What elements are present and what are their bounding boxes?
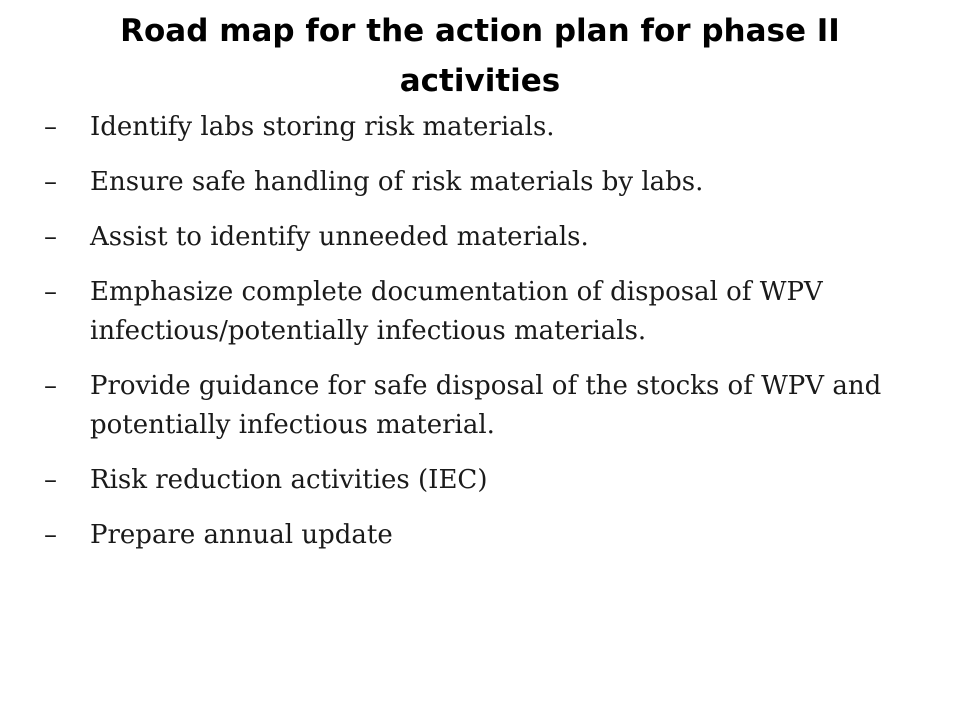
bullet-dash: – [44,112,57,142]
bullet-text: Assist to identify unneeded materials. [90,222,589,252]
bullet-item [44,108,914,147]
bullet-dash: – [44,167,57,197]
bullet-item [44,367,914,445]
bullet-text: Identify labs storing risk materials. [90,112,555,142]
bullet-item [44,461,914,500]
bullet-text: Prepare annual update [90,520,393,550]
bullet-item [44,218,914,257]
bullet-text: Ensure safe handling of risk materials by labs. [90,167,704,197]
bullet-list [44,108,914,571]
bullet-dash: – [44,520,57,550]
bullet-text: Emphasize complete documentation of disposal of WPV infectious/potentially infectious materials. [90,277,823,346]
bullet-dash: – [44,465,57,495]
bullet-item [44,163,914,202]
bullet-item [44,516,914,555]
bullet-text: Provide guidance for safe disposal of the stocks of WPV and potentially infectious material. [90,371,882,440]
slide-title: Road map for the action plan for phase II activities [120,13,840,99]
bullet-item [44,273,914,351]
bullet-dash: – [44,371,57,401]
bullet-dash: – [44,222,57,252]
bullet-dash: – [44,277,57,307]
bullet-text: Risk reduction activities (IEC) [90,465,488,495]
